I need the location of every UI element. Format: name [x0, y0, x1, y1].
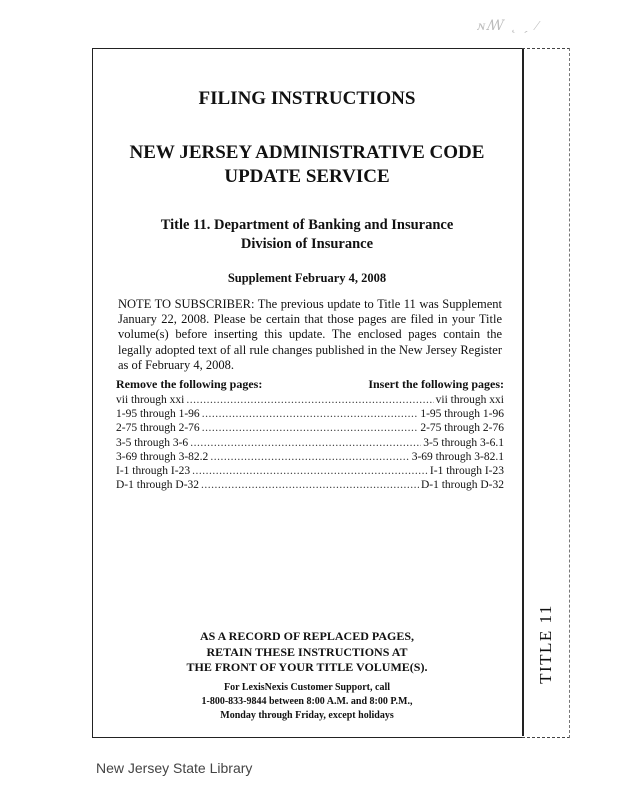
- subscriber-note: NOTE TO SUBSCRIBER: The previous update to Title 11 was Supplement January 22, 2008. Please be certain that those pages are filed in your Title volume(s) before inserting this update. The enclosed pages contain the legally adopted text of all rule changes published in the New Jersey Register as of February 4, 2008.: [118, 297, 502, 372]
- dot-leader: [202, 421, 419, 435]
- remove-cell: 1-95 through 1-96: [116, 408, 200, 421]
- dot-leader: [190, 436, 421, 450]
- dot-leader: [192, 464, 428, 478]
- department-line1: Title 11. Department of Banking and Insurance: [160, 217, 454, 233]
- insert-cell: 3-5 through 3-6.1: [423, 436, 504, 449]
- remove-cell: 3-5 through 3-6: [116, 436, 189, 449]
- remove-cell: vii through xxi: [116, 394, 185, 406]
- support-line1: For LexisNexis Customer Support, call: [223, 682, 390, 693]
- table-row: [116, 407, 504, 421]
- table-row: [116, 450, 504, 464]
- table-row: [116, 393, 504, 407]
- remove-cell: D-1 through D-32: [116, 479, 200, 492]
- tab-label-box: [532, 600, 560, 690]
- code-title-line1: NEW JERSEY ADMINISTRATIVE CODE: [129, 142, 485, 163]
- remove-cell: 2-75 through 2-76: [116, 422, 200, 435]
- table-row: [116, 464, 504, 478]
- remove-cell: 3-69 through 3-82.2: [116, 450, 209, 463]
- customer-support: [92, 681, 522, 723]
- support-line3: Monday through Friday, except holidays: [220, 710, 394, 721]
- department-line2: Division of Insurance: [240, 236, 374, 252]
- table-row: [116, 436, 504, 450]
- library-stamp: New Jersey State Library: [96, 760, 253, 776]
- insert-cell: 1-95 through 1-96: [420, 408, 504, 421]
- record-notice: [92, 629, 522, 676]
- code-title-line2: UPDATE SERVICE: [224, 166, 390, 187]
- dot-leader: [186, 393, 433, 407]
- dot-leader: [202, 407, 419, 421]
- remove-header: Remove the following pages:: [116, 377, 263, 391]
- dot-leader: [201, 478, 419, 492]
- support-line2: 1-800-833-9844 between 8:00 A.M. and 8:00 P.M.,: [201, 696, 413, 707]
- insert-cell: I-1 through I-23: [429, 465, 504, 478]
- insert-header: Insert the following pages:: [368, 377, 504, 391]
- table-row: [116, 478, 504, 492]
- dot-leader: [210, 450, 409, 464]
- insert-cell: 2-75 through 2-76: [420, 422, 504, 435]
- insert-cell: 3-69 through 3-82.1: [411, 450, 504, 463]
- record-line1: AS A RECORD OF REPLACED PAGES,: [199, 629, 415, 643]
- record-line2: RETAIN THESE INSTRUCTIONS AT: [206, 644, 408, 659]
- table-row: [116, 421, 504, 435]
- table-header: [116, 377, 504, 392]
- page-replacement-table: [116, 377, 504, 492]
- page-title: FILING INSTRUCTIONS: [198, 88, 416, 109]
- record-line3: THE FRONT OF YOUR TITLE VOLUME(S).: [186, 660, 428, 674]
- insert-cell: vii through xxi: [435, 394, 504, 406]
- supplement-date: Supplement February 4, 2008: [227, 271, 387, 285]
- insert-cell: D-1 through D-32: [420, 479, 504, 492]
- handwritten-mark: ɴꟿ ˛ ˏ ⁄: [478, 19, 541, 34]
- tab-label: TITLE 11: [536, 604, 555, 684]
- remove-cell: I-1 through I-23: [116, 465, 191, 478]
